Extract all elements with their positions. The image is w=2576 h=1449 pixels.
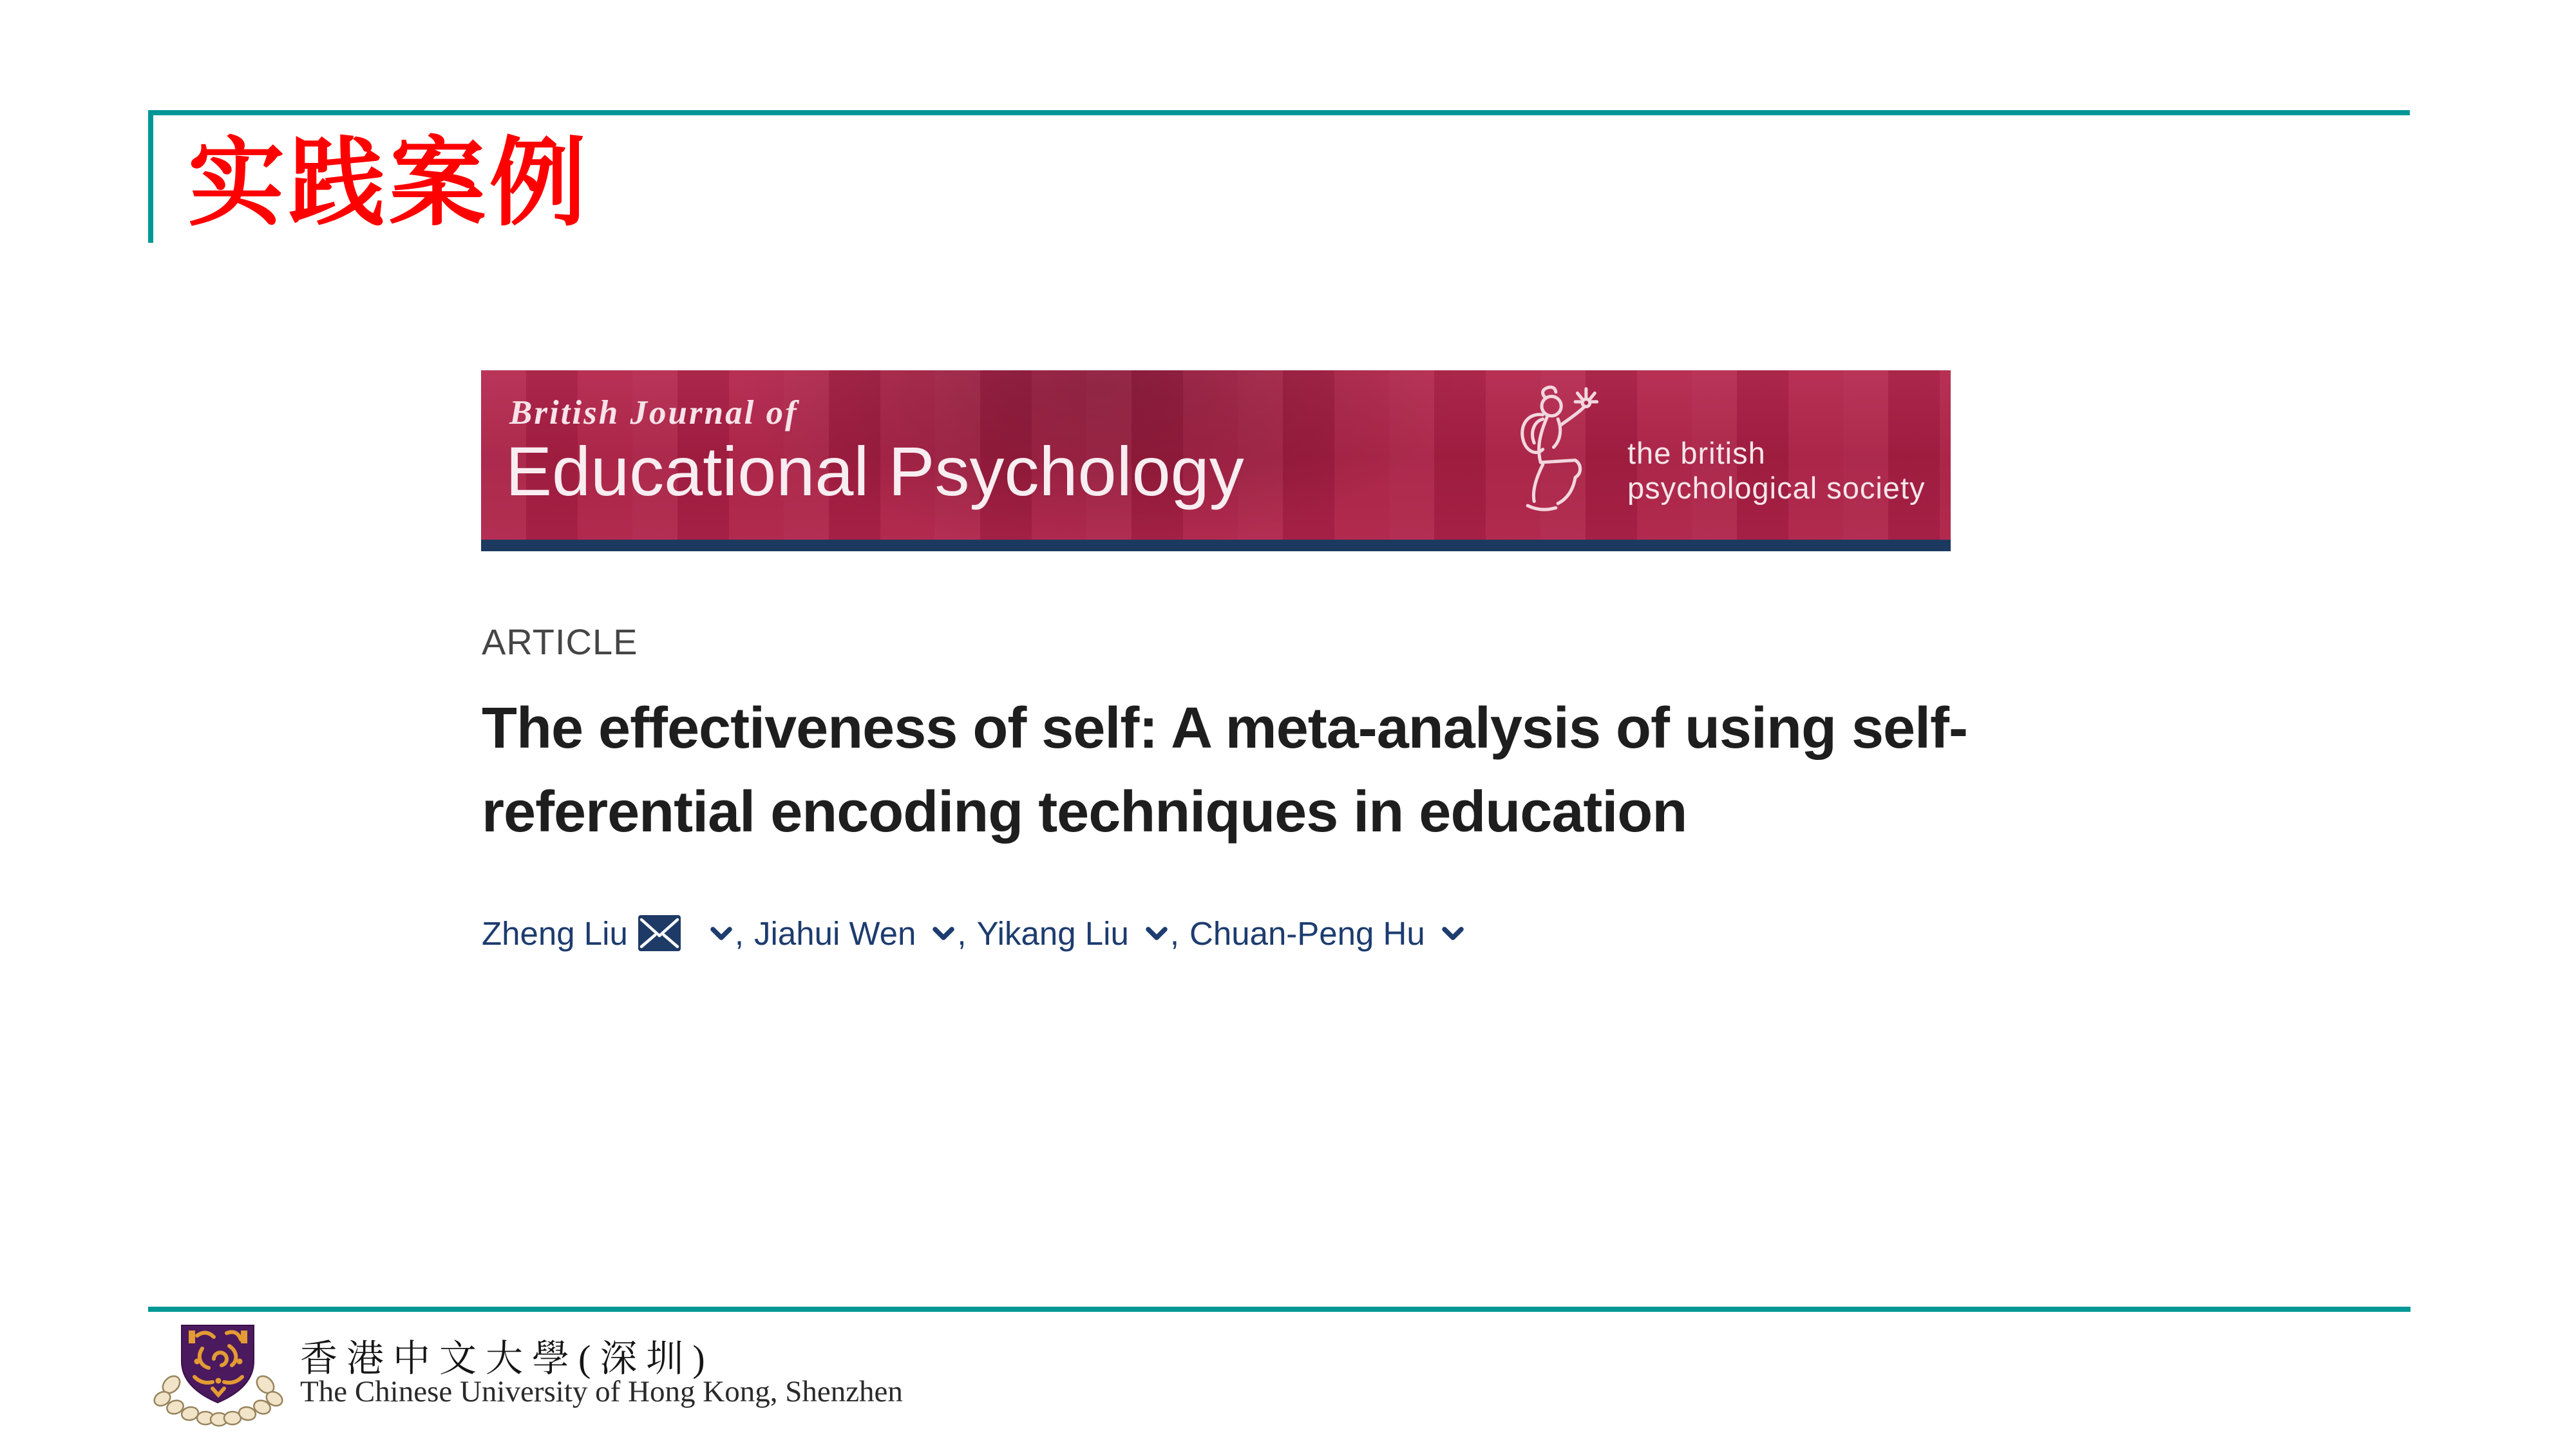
article-title [482,687,2349,854]
bps-psyche-figure-icon [1504,384,1607,520]
envelope-icon[interactable] [638,915,681,951]
author-link[interactable]: Yikang Liu [976,914,1129,952]
bottom-accent-line [148,1307,2410,1312]
chevron-down-icon[interactable] [1442,927,1464,942]
university-name-en: The Chinese University of Hong Kong, Shenzhen [300,1375,903,1408]
journal-title: Educational Psychology [506,432,1244,510]
article-title-line1: The effectiveness of self: A meta-analysis of using self- [482,696,1967,761]
left-accent-line [148,110,153,243]
chevron-down-icon[interactable] [933,927,954,942]
bps-society-line2: psychological society [1627,471,1926,505]
article-kicker: ARTICLE [482,621,638,662]
article-title-line2: referential encoding techniques in education [482,780,1687,844]
university-name-zh: 香港中文大學(深圳) [300,1338,714,1379]
author-link[interactable]: Zheng Liu [482,914,628,952]
banner-navy-strip [481,540,1951,551]
chevron-down-icon[interactable] [1146,927,1168,942]
chevron-down-icon[interactable] [710,927,732,942]
sparkle-icon [1575,389,1597,407]
bps-society-line1: the british [1627,436,1766,470]
authors-row [482,911,1466,956]
cuhk-crest-icon [152,1321,285,1430]
slide-title: 实践案例 [188,131,591,238]
author-separator: , [1170,914,1180,952]
author-separator: , [734,914,744,952]
author-link[interactable]: Jiahui Wen [754,914,916,952]
author-separator: , [957,914,967,952]
journal-banner [481,370,1951,551]
author-link[interactable]: Chuan-Peng Hu [1189,914,1425,952]
bps-society-name [1627,436,1926,506]
top-accent-line [148,110,2410,115]
journal-series-title: British Journal of [509,394,799,431]
